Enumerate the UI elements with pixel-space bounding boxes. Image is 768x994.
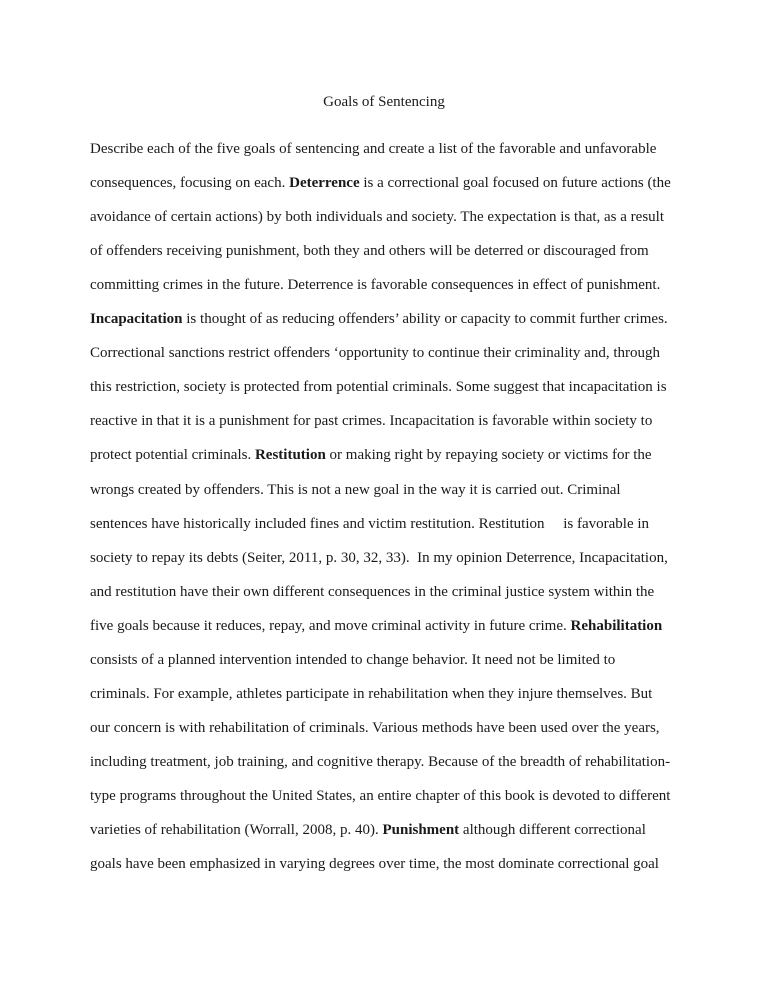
body-line [90,241,649,261]
body-line [90,207,664,227]
body-line [90,411,652,431]
text-run: Correctional sanctions restrict offenders ‘opportunity to continue their criminality and, through [90,345,660,362]
text-run: goals have been emphasized in varying degrees over time, the most dominate correctional goal [90,856,659,872]
body-line [90,616,662,636]
bold-term: Rehabilitation [570,617,663,634]
text-run: is a correctional goal focused on future actions (the [359,175,671,192]
text-run: reactive in that it is a punishment for past crimes. Incapacitation is favorable within society to [90,413,653,430]
text-run: criminals. For example, athletes participate in rehabilitation when they injure themselves. But [90,685,653,702]
text-run: although different correctional [459,822,646,838]
text-run: sentences have historically included fines and victim restitution. Restitution is favorable in [90,515,650,532]
text-run: including treatment, job training, and cognitive therapy. Because of the breadth of rehabilitation- [90,753,671,770]
text-run: committing crimes in the future. Deterrence is favorable consequences in effect of punishment. [90,277,661,294]
bold-term: Incapacitation [90,311,183,328]
text-run: this restriction, society is protected from potential criminals. Some suggest that incapacitation is [90,379,667,396]
body-line [90,139,656,159]
page-title: Goals of Sentencing [323,94,445,110]
body-line [90,377,667,397]
body-line [90,684,652,704]
text-run: of offenders receiving punishment, both they and others will be deterred or discouraged from [90,243,649,260]
body-line [90,820,646,840]
body-line [90,650,615,670]
body-line [90,718,660,738]
body-line [90,548,668,568]
text-run: is thought of as reducing offenders’ ability or capacity to commit further crimes. [182,311,668,328]
body-line [90,514,649,534]
text-run: our concern is with rehabilitation of criminals. Various methods have been used over the years, [90,719,660,736]
body-line [90,309,668,329]
body-line [90,582,654,602]
text-run: consists of a planned intervention intended to change behavior. It need not be limited to [90,651,616,668]
text-run: or making right by repaying society or victims for the [325,447,652,464]
body-line [90,786,670,806]
bold-term: Punishment [382,822,460,838]
text-run: varieties of rehabilitation (Worrall, 2008, p. 40). [90,822,383,838]
text-run: avoidance of certain actions) by both individuals and society. The expectation is that, as a result [90,209,664,226]
text-run: and restitution have their own different consequences in the criminal justice system within the [90,583,655,600]
text-run: consequences, focusing on each. [90,175,290,192]
body-line [90,343,660,363]
body-line [90,275,660,295]
text-run: Describe each of the five goals of sentencing and create a list of the favorable and unfavorable [90,141,657,157]
body-line [90,173,671,193]
body-line [90,752,670,772]
body-line [90,854,659,874]
body-line [90,480,621,500]
text-run: protect potential criminals. [90,447,255,464]
text-run: type programs throughout the United States, an entire chapter of this book is devoted to different [90,787,671,804]
bold-term: Restitution [254,447,326,464]
text-run: wrongs created by offenders. This is not a new goal in the way it is carried out. Criminal [90,481,621,498]
text-run: society to repay its debts (Seiter, 2011, p. 30, 32, 33). In my opinion Deterrence, Incapacitation, [90,549,668,566]
body-line [90,445,652,465]
bold-term: Deterrence [289,175,360,192]
text-run: five goals because it reduces, repay, and move criminal activity in future crime. [90,617,571,634]
